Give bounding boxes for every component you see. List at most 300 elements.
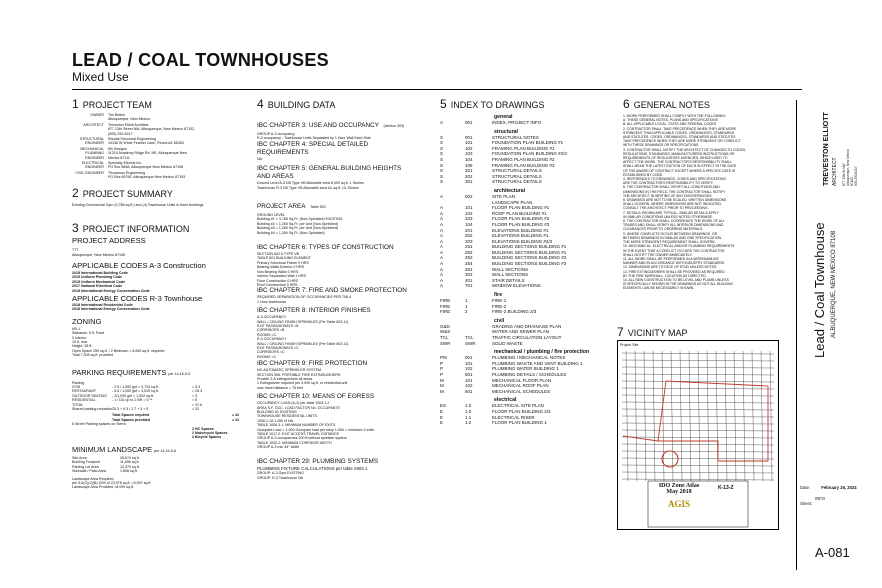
index-sheet-title: TRAFFIC CIRCULATION LAYOUT <box>492 335 562 340</box>
index-sheet-title: FLOOR PLAN BUILDING 2/3 <box>492 408 551 414</box>
ibc-line: ROOMS =C <box>257 354 277 359</box>
street-line <box>622 458 774 459</box>
index-sheet-title: PLUMBING DETAILS / SCHEDULES <box>492 371 567 377</box>
index-number: 601 <box>465 371 473 377</box>
ibc-line: EXIT PASSAGEWAYS =C <box>257 345 299 350</box>
ibc-ch8-lines <box>257 315 427 359</box>
index-prefix: A <box>440 249 444 255</box>
index-number: 103 <box>465 151 473 157</box>
ibc-line: NA <box>257 156 262 161</box>
street-line <box>770 351 772 481</box>
zoning-line: 15 ft. rear <box>72 339 88 344</box>
index-number: 1 <box>465 298 468 304</box>
ibc-line: SECTION 602.5 TYPE VB <box>257 252 300 257</box>
general-note-line: TRADES AND SHALL VERIFY ALL INTERIOR DIMENSIONS AND <box>623 223 724 228</box>
index-sheet-title: MECHANICAL SCHEDULES <box>492 388 551 394</box>
index-sheet-title: MECHANICAL FLOOR PLAN <box>492 377 552 383</box>
general-note-line: CLEARANCES PRIOR TO ORDERING MATERIALS. <box>623 227 704 232</box>
ibc-line: TABLE 601 BUILDING ELEMENT <box>257 256 312 261</box>
index-prefix: S <box>440 179 444 185</box>
index-prefix: A <box>440 216 444 222</box>
agis-logo: AGIS <box>667 499 690 509</box>
zone-boundary <box>658 381 768 461</box>
landscape-required-line: per 5-6(C)(2)(B) 15% of 23,976 sq.ft. =3,597 sq.ft. <box>72 480 152 485</box>
parking-cell: = 37.6 <box>192 402 203 407</box>
zoning-line: Setbacks: 5 ft. Front <box>72 331 105 336</box>
index-prefix: S <box>440 140 444 146</box>
landscape-code: per 14-16-5-6 <box>154 448 176 453</box>
code-item: 2015 Uniform Plumbing Code <box>72 275 123 280</box>
parking-cell: OUTDOOR SEATING <box>72 393 107 398</box>
street-line <box>622 374 774 375</box>
landscape-label: Sidewalk / Patio Area <box>72 469 106 474</box>
team-address: 877 13th Street NW, Albuquerque, New Mexico 87102, (505) 250-6217 <box>108 127 196 136</box>
general-note-line: IN THE EVENT THAT A CONFLICT OCCURS THE CONTRACTOR <box>623 248 725 253</box>
parking-cell: - 3/1,000 gsf = 1,002 sq.ft. <box>112 393 154 398</box>
index-prefix: FIRE <box>440 303 451 309</box>
index-sheet-title: INDEX, PROJECT INFO <box>492 120 542 125</box>
parking-cell: RESIDENTIAL <box>72 398 96 403</box>
general-note-line: 10. MECHANICAL, ELECTRICAL AND/OR PLUMBING REQUIREMENTS <box>623 244 735 249</box>
landscape-value: 35,674 sq.ft. <box>120 455 140 460</box>
index-prefix: S <box>440 168 444 174</box>
team-address: 11210 Academy Ridge Rd. NE, Albuquerque New Mexico 87111 <box>108 151 187 160</box>
index-prefix: A <box>440 221 444 227</box>
index-number: 202 <box>465 233 473 239</box>
parking-cell: = 5 <box>192 398 198 403</box>
codes-r3-title: APPLICABLE CODES R-3 Townhouse <box>72 293 203 303</box>
index-sheet-title: ROOF PLAN BUILDING #1 <box>492 210 547 216</box>
index-number: 105 <box>465 162 473 168</box>
index-sheet-title: ELEVATIONS BUILDING #1 <box>492 227 549 233</box>
general-note-line: 3. CONTRACTOR SHALL NOTIFY THE ARCHITECT OF CHANGES TO CODES, <box>623 147 747 152</box>
team-entry <box>72 171 242 180</box>
general-note-line: ESTABLISHED BY CODE. <box>623 172 664 177</box>
firm-name: TREVESTON ELLIOTT <box>823 112 830 186</box>
general-note-line: SHALL GOVERN. WHERE DIMENSIONS ARE NOT INDICATED, <box>623 202 722 207</box>
index-number: 1.0 <box>465 408 472 414</box>
team-role: STRUCTURAL ENGINEER <box>79 137 104 146</box>
team-entry <box>72 147 242 160</box>
street-line <box>622 451 774 452</box>
index-prefix: A <box>440 283 444 289</box>
index-prefix: FIRE <box>440 309 451 315</box>
general-note-line: 12. DIMENSIONS ARE TO FACE OF STUD UNLESS NOTED. <box>623 265 718 270</box>
index-row <box>440 179 605 185</box>
index-row <box>440 120 605 126</box>
team-address: PO Box 5648, Albuquerque New Mexico 87106 <box>108 165 184 170</box>
firm-address-line: 505.250.6217 <box>854 166 858 186</box>
index-sheet-title: BUILDING SECTIONS BUILDING #1 <box>492 244 567 250</box>
ibc-line: GROUP A-3 min 44" width <box>257 445 299 450</box>
index-group-title: general <box>494 114 513 120</box>
team-name: Treveston Elliott Architect <box>108 122 149 127</box>
index-prefix: SWR <box>440 340 451 346</box>
index-prefix: A <box>440 277 444 283</box>
street-line <box>707 351 709 481</box>
zone-boundary-ext <box>623 436 658 441</box>
general-note-line: 6. DRAWINGS ARE NOT TO BE SCALED. WRITTEN DIMENSIONS <box>623 198 727 203</box>
street-line <box>622 381 774 382</box>
index-row <box>440 283 605 289</box>
zoning-line: 0 Interior <box>72 335 87 340</box>
index-number: 104 <box>465 156 473 162</box>
ibc-line: OCCUPANCY LOAD (A-3) per table 1004.1.2 <box>257 401 330 406</box>
landscape-required <box>72 477 242 490</box>
team-role: OWNER <box>90 113 104 117</box>
street-line <box>761 351 763 481</box>
project-area-line: GROUND LEVEL <box>257 213 286 218</box>
parking-extra <box>72 427 242 440</box>
street-line <box>622 437 774 438</box>
ibc-line: max travel distance = 75 feet <box>257 385 304 390</box>
section-index-title <box>440 97 605 111</box>
general-note-line: 9. WHERE CONFLICTS OCCUR BETWEEN DRAWINGS, OR <box>623 231 718 236</box>
general-note-line: SHALL MEAN THE LATEST EDITION OF EACH IN EFFECT IN THE DATE <box>623 164 737 169</box>
drawing-index-list <box>440 114 605 426</box>
index-sheet-title: FIRE-2 BUILDING 2/3 <box>492 309 537 315</box>
index-row <box>440 420 605 426</box>
index-sheet-title: WINDOW ELEVATIONS <box>492 283 541 289</box>
parking-cell: - 1 / DU up to 2 BR = 5 ** <box>112 398 153 403</box>
team-role: ELECTRICAL ENGINEER <box>81 161 104 170</box>
vicinity-map <box>617 340 779 530</box>
title-block-project-location: ALBUQUERQUE, NEW MEXICO 87108 <box>831 230 837 338</box>
team-details <box>108 137 198 146</box>
code-item: 2018 International Energy Conservation Code <box>72 288 150 293</box>
zone-atlas-title: IDO Zone Atlas <box>658 483 700 489</box>
index-sheet-title: PLUMBING / MECHANICAL NOTES <box>492 355 566 361</box>
project-address-title: PROJECT ADDRESS <box>72 236 146 246</box>
project-area-line: Building #1 = 3,786 Sq.Ft. (Non-Sprinkled) EXISTING <box>257 217 343 222</box>
project-area <box>257 195 427 213</box>
ibc-line: CORRIDORS =C <box>257 350 285 355</box>
general-note-line: MANNER AND IN ACCORDANCE WITH INDUSTRY STANDARDS. <box>623 261 726 266</box>
title-block-divider <box>796 100 797 570</box>
index-number: 202 <box>465 173 473 179</box>
parking-extra-item: 2 HC Spaces <box>192 426 214 431</box>
map-id: K-13-Z <box>718 485 734 491</box>
index-prefix: S <box>440 173 444 179</box>
index-prefix: FIRE <box>440 298 451 304</box>
index-sheet-title: ELECTRICAL RISER <box>492 414 535 420</box>
ibc-line: Primary Structural Frame 0 HRS <box>257 260 309 265</box>
general-note-line: IS SPECIFICALLY SHOWN IN THE DRAWINGS AS NOT ALL BUILDING <box>623 282 734 287</box>
ibc-line: Floor Construction 0 HRS <box>257 278 298 283</box>
project-area-title: PROJECT AREA <box>257 203 306 211</box>
general-note-line: 5. THE CONTRACTOR SHALL VERIFY ALL CONDITIONS AND <box>623 185 720 190</box>
section-project-team-title <box>72 97 242 111</box>
index-prefix: S <box>440 151 444 157</box>
index-prefix: W&S <box>440 329 451 335</box>
team-address: PO Box 65790, Albuquerque New Mexico 87193 <box>108 175 186 180</box>
parking-cell: GYM <box>72 385 81 389</box>
index-number: 203 <box>465 238 473 244</box>
index-sheet-title: FRAMING PLAN BUILDING #3 <box>492 162 555 168</box>
team-address: 10136 W White Feather Lane, Peoria AZ 85383 <box>108 141 184 146</box>
index-sheet-title: STRUCTURAL DETAILS <box>492 168 542 174</box>
index-sheet-title: FOUNDATION PLAN BUILDING #1 <box>492 140 564 146</box>
landscape-row <box>72 469 242 473</box>
team-details <box>108 171 198 180</box>
section-number: 2 <box>72 185 79 200</box>
ibc-ch29-lines <box>257 471 427 480</box>
parking-extra-item: 2 Motorcycle Spaces <box>192 431 228 436</box>
title-block-project-name: Lead / Coal Townhouse <box>812 222 827 358</box>
general-note-line: BY THE FIRE MARSHALL. LOCATION AS DIRECTED. <box>623 273 707 278</box>
team-entry <box>72 137 242 146</box>
general-note-line: 8. THE CONTRACTOR SHALL COORDINATE THE WORK OF ALL <box>623 219 725 224</box>
street-line <box>622 479 774 480</box>
index-sheet-title: FIRE-1 <box>492 298 507 304</box>
index-number: 101 <box>465 360 473 366</box>
index-number: 601 <box>465 388 473 394</box>
index-number: 401 <box>465 277 473 283</box>
zoning-lines <box>72 327 242 358</box>
index-sheet-title: ELEVATIONS BUILDING #1 <box>492 233 549 239</box>
index-group-title: civil <box>494 317 505 324</box>
parking-cell: TOTAL <box>72 402 84 407</box>
ibc-ch7-lines <box>257 295 427 304</box>
index-number: 102 <box>465 145 473 151</box>
ibc-line: Interior Separation Wall 1 HRS <box>257 274 307 279</box>
date-value: February 26, 2024 <box>821 485 857 490</box>
parking-cell: RESTAURANT <box>72 389 97 394</box>
index-number: 102 <box>465 383 473 389</box>
landscape-value: 1,606 sq.ft. <box>120 469 138 474</box>
street-line <box>743 351 745 481</box>
street-line <box>752 351 754 481</box>
ibc-line: REQUIRED SEPARATION OF OCCUPANCIES PER 706.4 <box>257 295 352 300</box>
team-details <box>108 123 198 136</box>
section-title: PROJECT TEAM <box>82 100 152 110</box>
ibc-line: Roof Construction 0 HRS <box>257 282 298 287</box>
zoning-title: ZONING <box>72 316 102 326</box>
index-prefix: A <box>440 210 444 216</box>
code-item: 2018 International Residential Code <box>72 302 133 307</box>
index-prefix: P <box>440 366 444 372</box>
code-item: 2015 International Building Code <box>72 270 128 275</box>
parking-code: per 14-16-5-5 <box>168 371 191 376</box>
index-prefix: TCL <box>440 335 449 340</box>
index-group-title: architectural <box>494 187 526 194</box>
ibc-line: BUILDING #1 EXISTING <box>257 410 297 415</box>
general-note-line: 2. CONTRACTOR SHALL TAKE PRECEDENCE WHEN THEY ARE MORE <box>623 126 737 131</box>
general-note-line: ELEMENTS CAN BE NECESSARILY SHOWN. <box>623 286 695 291</box>
ibc-line: R-3 occupancy - Townhouse Units Separated by 1 Hour Wall Each Side <box>257 136 371 141</box>
parking-cell: 25.3 + 9.3 / 1.7 + 3 + 5 <box>112 407 149 412</box>
index-prefix: A <box>440 205 444 211</box>
code-item: 2017 National Electrical Code <box>72 284 123 289</box>
ibc-ch3-title: IBC CHAPTER 3: USE AND OCCUPANCY <box>257 122 380 129</box>
date-row <box>800 485 857 490</box>
index-prefix: A <box>440 120 444 125</box>
general-note-line: THE ARCHITECT IN WRITING OF ANY DISCREPANCIES. <box>623 193 713 198</box>
index-number: 1.2 <box>465 420 472 426</box>
index-prefix: S <box>440 156 444 162</box>
index-sheet-title: FOUNDATION PLAN BUILDING #2/3 <box>492 151 567 157</box>
general-note-line: A. THESE GENERAL NOTES, PLANS AND SPECIFICATIONS <box>623 118 718 123</box>
landscape-title-text: MINIMUM LANDSCAPE <box>72 444 153 454</box>
project-site-marker <box>662 451 678 467</box>
ibc-line: CORRIDORS =B <box>257 328 285 333</box>
parking-cell: - 5.6 / 1,000 gsf = 4,519 sq.ft. <box>112 389 159 394</box>
ibc-line: GROUP: R-3 Townhouse NA <box>257 475 304 480</box>
index-sheet-title: WALL SECTIONS <box>492 272 529 278</box>
parking-title-text: PARKING REQUIREMENTS <box>72 367 167 377</box>
zoning-line: Total 7,305 sq.ft. provided <box>72 353 114 358</box>
ibc-line: EXIT PASSAGEWAYS =B <box>257 323 299 328</box>
project-site-label: Project Site <box>620 343 639 347</box>
street-line <box>622 444 774 445</box>
parking-cell: = 3 <box>192 393 198 398</box>
index-number: 102 <box>465 366 473 372</box>
general-note-line: ARE THE CONTRACTOR'S RESPONSIBILITY TO VERIFY. <box>623 181 714 186</box>
index-number: 001 <box>465 134 473 140</box>
parking-cell: Parking <box>72 380 85 385</box>
index-number: 254 <box>465 261 473 267</box>
parking-total-value: = 32 <box>232 413 240 418</box>
section-vicinity-map-title <box>617 325 688 339</box>
general-note-line: 14. ALL NEW CONSTRUCTION TO BE LEVEL AND PLUMB UNLESS <box>623 277 729 282</box>
index-sheet-title: BUILDING SECTIONS BUILDING #3 <box>492 261 567 267</box>
parking-cell: = 32 <box>192 407 200 412</box>
parking-extra-item: 2 Bicycle Spaces <box>192 435 222 440</box>
parking-total-label: Total Spaces provided <box>112 417 151 422</box>
index-group-title: mechanical / plumbing / fire protection <box>494 349 590 356</box>
street-line <box>622 416 774 417</box>
parking-cell: = 25.3 <box>192 389 203 394</box>
ibc-ch9-title: IBC CHAPTER 9: FIRE PROTECTION <box>257 360 368 368</box>
index-row <box>440 341 605 347</box>
header-rule <box>72 89 802 90</box>
index-prefix: A <box>440 238 444 244</box>
index-prefix: A <box>440 255 444 261</box>
section-project-info-title <box>72 221 242 235</box>
team-entry <box>72 113 242 122</box>
index-sheet-title: ELEVATIONS BUILDING #2/3 <box>492 238 553 244</box>
index-number: 1.0 <box>465 403 472 409</box>
section-number: 3 <box>72 221 79 236</box>
index-sheet-title: STRUCTURAL NOTES <box>492 134 539 140</box>
project-title: LEAD / COAL TOWNHOUSES <box>72 50 329 70</box>
team-role: CIVIL ENGINEER <box>75 170 104 175</box>
street-line <box>622 465 774 466</box>
parking-table <box>72 381 242 412</box>
codes-a3-title: APPLICABLE CODES A-3 Construction <box>72 260 206 270</box>
parking-note: 6 Street Parking spaces on Sierra <box>72 422 126 427</box>
section-title: INDEX TO DRAWINGS <box>450 100 545 110</box>
ibc-ch6-lines <box>257 252 427 287</box>
general-note-line: B. ALL APPLICABLE LOCAL, STATE AND FEDERAL CODES <box>623 122 717 127</box>
street-line <box>622 423 774 424</box>
index-sheet-title: PLUMBING WATER BUILDING 1 <box>492 366 559 372</box>
parking-cell: - 2.5 / 1,000 gsf = 3,724 sq.ft. <box>112 385 159 389</box>
index-prefix: A <box>440 244 444 250</box>
index-number: 1 <box>465 303 468 309</box>
street-line <box>622 430 774 431</box>
section-number: 4 <box>257 97 264 111</box>
index-number: 301 <box>465 179 473 185</box>
column-2 <box>257 97 427 480</box>
firm-address <box>842 149 858 186</box>
general-note-line: AND STATUTES. CODES, ORDINANCES, STANDARDS AND STATUTES <box>623 135 736 140</box>
landscape-label: Site Area <box>72 455 87 460</box>
index-sheet-title: FIRE-2 <box>492 303 507 309</box>
column-1 <box>72 97 242 490</box>
street-line <box>680 351 682 481</box>
ibc-ch7-title: IBC CHAPTER 7: FIRE AND SMOKE PROTECTION <box>257 287 407 295</box>
ibc-ch5-lines <box>257 181 427 190</box>
team-details <box>108 147 198 160</box>
index-number: 101 <box>465 140 473 146</box>
parking-row <box>72 407 242 411</box>
ibc-line: GROUP: A-3 Gym EXISTING <box>257 471 304 476</box>
project-area-line: Building #2 = 1,260 Sq.Ft. per Unit (Non-Sprinkled) <box>257 221 339 226</box>
general-note-line: TAKE PRECEDENCE WHEN THEY ARE MORE STRINGENT OR CONFLICT <box>623 139 741 144</box>
project-area-line: Building #4 = 1,260 Sq.Ft. (Non-Sprinkled) <box>257 230 325 235</box>
landscape-required-line: Landscape Area Provided =8,099 sq.ft. <box>72 485 135 490</box>
index-group-title: electrical <box>494 397 517 404</box>
parking-title <box>72 368 242 377</box>
index-number: 001 <box>465 355 473 361</box>
index-number: 701 <box>465 283 473 289</box>
grid-lines <box>622 351 774 481</box>
index-number: TCL <box>465 335 474 340</box>
date-label: Date: <box>800 485 811 490</box>
index-sheet-title: FLOOR PLAN BUILDING #2 <box>492 216 550 222</box>
ibc-ch5-title: IBC CHAPTER 5: GENERAL BUILDING HEIGHTS AND AREAS <box>257 165 402 181</box>
index-sheet-title: FLOOR PLAN BUILDING #1 <box>492 205 550 211</box>
street-line <box>698 351 700 481</box>
street-line <box>622 388 774 389</box>
general-note-line: STRINGENT THAN APPLICABLE CODES. ORDINANCES, STANDARDS <box>623 130 735 135</box>
index-prefix: G&D <box>440 323 450 329</box>
ibc-line: Occupant Load < 1-500 Occupant load per story 1-500 = minimum 2 exits <box>257 427 375 432</box>
sheet-label: Sheet: <box>800 501 813 506</box>
project-subtitle: Mixed Use <box>72 70 129 84</box>
project-area-table-ref: Table 503 <box>310 205 326 210</box>
firm-address-line: 87102 <box>850 177 854 186</box>
landscape-label: Parking Lot Area <box>72 464 99 469</box>
ibc-ch3 <box>257 114 427 132</box>
ibc-line: SECTION 906: PORTABLE FIRE EXTINGUISHERS <box>257 372 341 377</box>
section-number: 1 <box>72 97 79 111</box>
ibc-ch6-title: IBC CHAPTER 6: TYPES OF CONSTRUCTION <box>257 244 394 252</box>
ibc-line: 1 Hour townhouse <box>257 299 287 304</box>
team-name: Randal Structural Engineering <box>108 137 156 142</box>
ibc-ch10-lines <box>257 401 427 449</box>
parking-total-label: Total Spaces required <box>112 413 150 418</box>
ibc-line: TOWNHOUSE RESIDENTIAL UNITS <box>257 414 317 419</box>
index-number: 201 <box>465 227 473 233</box>
street-line <box>653 351 655 481</box>
general-note-line: 4. REFERENCES TO DRAWINGS, CODES AND SPECIFICATIONS <box>623 177 726 182</box>
index-number: 101 <box>465 377 473 383</box>
section-project-summary-title <box>72 186 242 200</box>
project-team-list <box>72 113 242 180</box>
index-number: SWR <box>465 340 476 346</box>
section-title: PROJECT SUMMARY <box>82 188 173 199</box>
address-line: TTT <box>72 248 79 253</box>
general-note-line: WITH THESE DRAWINGS OR SPECIFICATIONS. <box>623 143 700 148</box>
zoning-line: Height: 38 ft. <box>72 344 93 349</box>
ibc-line: GROUP A-3 occupancies 200 ft without sprinkler system <box>257 436 347 441</box>
street-line <box>622 472 774 473</box>
index-prefix: S <box>440 134 444 140</box>
index-row <box>440 309 605 315</box>
ibc-ch4-lines <box>257 157 427 161</box>
